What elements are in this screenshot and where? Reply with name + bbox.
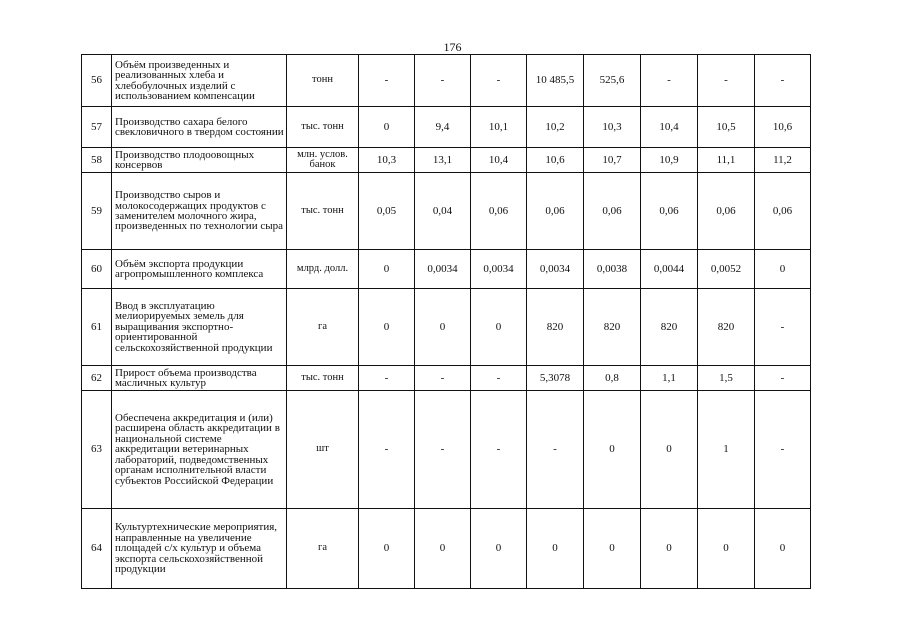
value-cell: 0,0038	[584, 250, 641, 289]
value-cell: -	[755, 366, 811, 391]
value-cell: 13,1	[415, 148, 471, 173]
value-cell: 1	[698, 391, 755, 509]
value-cell: 9,4	[415, 107, 471, 148]
row-number: 59	[82, 173, 112, 250]
page-number: 176	[443, 40, 462, 54]
value-cell: 0	[359, 289, 415, 366]
row-number: 58	[82, 148, 112, 173]
row-number: 60	[82, 250, 112, 289]
row-number: 64	[82, 509, 112, 589]
value-cell: 0	[471, 289, 527, 366]
value-cell: 0,0034	[415, 250, 471, 289]
value-cell: 10,4	[641, 107, 698, 148]
indicator-name: Производство сыров и молокосодержащих продуктов с заменителем молочного жира, произведенных по технологии сыра	[112, 173, 287, 250]
value-cell: 0	[584, 509, 641, 589]
value-cell: 820	[584, 289, 641, 366]
unit-cell: га	[287, 509, 359, 589]
indicator-name: Объём произведенных и реализованных хлеба и хлебобулочных изделий с использованием компенсации	[112, 55, 287, 107]
indicator-name: Производство сахара белого свекловичного в твердом состоянии	[112, 107, 287, 148]
value-cell: 10,7	[584, 148, 641, 173]
unit-cell: шт	[287, 391, 359, 509]
unit-cell: млрд. долл.	[287, 250, 359, 289]
row-number: 57	[82, 107, 112, 148]
indicator-table	[81, 54, 811, 589]
value-cell: 0,06	[698, 173, 755, 250]
value-cell: 0	[359, 107, 415, 148]
value-cell: 0,06	[755, 173, 811, 250]
value-cell: 0	[415, 289, 471, 366]
value-cell: 10,6	[755, 107, 811, 148]
value-cell: 0,0052	[698, 250, 755, 289]
indicator-name: Прирост объема производства масличных культур	[112, 366, 287, 391]
indicator-name: Ввод в эксплуатацию мелиорируемых земель для выращивания экспортно-ориентированной сельскохозяйственной продукции	[112, 289, 287, 366]
value-cell: 0	[471, 509, 527, 589]
value-cell: -	[359, 55, 415, 107]
value-cell: -	[698, 55, 755, 107]
indicator-name: Производство плодоовощных консервов	[112, 148, 287, 173]
value-cell: 10,6	[527, 148, 584, 173]
value-cell: 0	[415, 509, 471, 589]
value-cell: 10,5	[698, 107, 755, 148]
value-cell: 10,1	[471, 107, 527, 148]
unit-cell: га	[287, 289, 359, 366]
value-cell: 0,06	[527, 173, 584, 250]
table-row	[82, 173, 811, 250]
indicator-name: Культуртехнические мероприятия, направленные на увеличение площадей с/х культур и объема экспорта сельскохозяйственной продукции	[112, 509, 287, 589]
value-cell: 5,3078	[527, 366, 584, 391]
value-cell: -	[471, 366, 527, 391]
unit-cell: тыс. тонн	[287, 173, 359, 250]
value-cell: 525,6	[584, 55, 641, 107]
value-cell: 11,2	[755, 148, 811, 173]
value-cell: 0	[755, 509, 811, 589]
value-cell: 0,0034	[527, 250, 584, 289]
value-cell: -	[755, 289, 811, 366]
value-cell: -	[641, 55, 698, 107]
value-cell: 10 485,5	[527, 55, 584, 107]
value-cell: -	[415, 55, 471, 107]
unit-cell: тонн	[287, 55, 359, 107]
table-row	[82, 250, 811, 289]
value-cell: 820	[641, 289, 698, 366]
value-cell: 0	[359, 509, 415, 589]
value-cell: -	[471, 55, 527, 107]
value-cell: -	[755, 391, 811, 509]
value-cell: 0,0044	[641, 250, 698, 289]
indicator-name: Объём экспорта продукции агропромышленного комплекса	[112, 250, 287, 289]
value-cell: -	[415, 391, 471, 509]
table-row	[82, 391, 811, 509]
table-row	[82, 55, 811, 107]
indicator-name: Обеспечена аккредитация и (или) расширена область аккредитации в национальной системе аккредитации ветеринарных лабораторий, подведомственных органам исполнительной власти субъектов Российской Федерации	[112, 391, 287, 509]
value-cell: -	[359, 391, 415, 509]
table-row	[82, 509, 811, 589]
value-cell: 0,05	[359, 173, 415, 250]
value-cell: -	[471, 391, 527, 509]
table-row	[82, 366, 811, 391]
value-cell: 0,06	[471, 173, 527, 250]
value-cell: 0	[527, 509, 584, 589]
value-cell: 10,9	[641, 148, 698, 173]
value-cell: -	[415, 366, 471, 391]
value-cell: 10,3	[359, 148, 415, 173]
table-row	[82, 148, 811, 173]
value-cell: -	[359, 366, 415, 391]
value-cell: 10,4	[471, 148, 527, 173]
row-number: 63	[82, 391, 112, 509]
value-cell: 0,04	[415, 173, 471, 250]
row-number: 61	[82, 289, 112, 366]
unit-cell: тыс. тонн	[287, 366, 359, 391]
value-cell: 1,1	[641, 366, 698, 391]
unit-cell: млн. услов. банок	[287, 148, 359, 173]
value-cell: 0	[584, 391, 641, 509]
value-cell: 0,8	[584, 366, 641, 391]
value-cell: 0,06	[641, 173, 698, 250]
value-cell: 0	[359, 250, 415, 289]
value-cell: 0,0034	[471, 250, 527, 289]
unit-cell: тыс. тонн	[287, 107, 359, 148]
value-cell: 0	[641, 391, 698, 509]
value-cell: 10,2	[527, 107, 584, 148]
value-cell: 820	[527, 289, 584, 366]
value-cell: -	[755, 55, 811, 107]
table-row	[82, 289, 811, 366]
value-cell: 0	[755, 250, 811, 289]
value-cell: 1,5	[698, 366, 755, 391]
row-number: 62	[82, 366, 112, 391]
value-cell: 0	[641, 509, 698, 589]
value-cell: 0,06	[584, 173, 641, 250]
value-cell: 820	[698, 289, 755, 366]
value-cell: -	[527, 391, 584, 509]
value-cell: 11,1	[698, 148, 755, 173]
table-row	[82, 107, 811, 148]
value-cell: 10,3	[584, 107, 641, 148]
row-number: 56	[82, 55, 112, 107]
value-cell: 0	[698, 509, 755, 589]
